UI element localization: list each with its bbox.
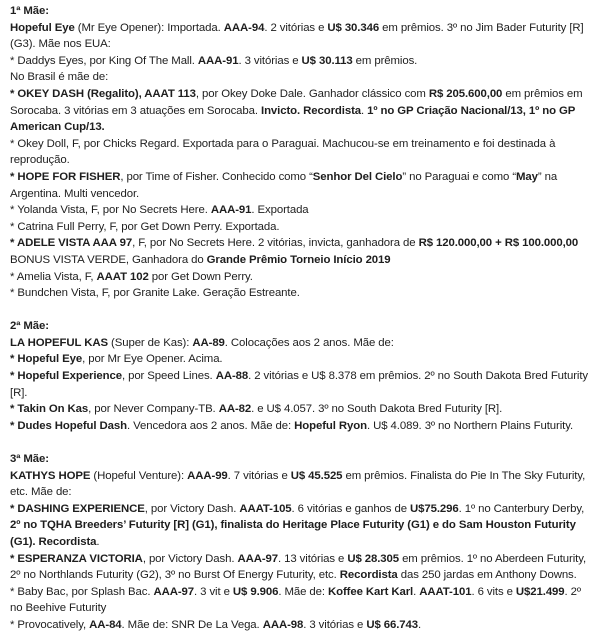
text-run: por Get Down Perry. xyxy=(148,270,253,283)
bold-text: U$ 66.743 xyxy=(366,618,418,631)
bold-text: 1º no GP Criação Nacional/13, 1º no GP American Cup/13. xyxy=(10,104,576,134)
text-run: das 250 jardas em Anthony Downs. xyxy=(397,569,577,582)
pedigree-entry xyxy=(10,53,590,70)
bold-text: AAA-94 xyxy=(223,21,265,34)
text-run: , por Never Company-TB. xyxy=(88,403,219,416)
bold-text: U$ 30.346 xyxy=(327,21,380,34)
bold-text: AAAT 102 xyxy=(96,270,149,283)
text-run: . xyxy=(361,104,368,117)
text-run: * Catrina Full Perry, F, por Get Down Perry. Exportada. xyxy=(10,220,280,233)
bold-text: KATHYS HOPE xyxy=(10,469,91,482)
text-run: em prêmios em Sorocaba. 3 vitórias em 3 atuações em Sorocaba. xyxy=(10,87,583,117)
pedigree-entry xyxy=(10,202,590,219)
bold-text: * DASHING EXPERIENCE xyxy=(10,502,145,515)
text-run: . Colocações aos 2 anos. Mãe de: xyxy=(224,336,394,349)
bold-text: AAAT-101 xyxy=(419,585,472,598)
bold-text: AAA-91 xyxy=(210,204,252,217)
pedigree-entry xyxy=(10,401,590,418)
text-run: , por Time of Fisher. Conhecido como “ xyxy=(120,170,313,183)
bold-text: AAAT-105 xyxy=(239,502,292,515)
pedigree-entry xyxy=(10,351,590,368)
bold-text: * HOPE FOR FISHER xyxy=(10,170,121,183)
text-run: * Provocatively, xyxy=(10,618,90,631)
bold-text: R$ 205.600,00 xyxy=(428,87,503,100)
section-title: 3ª Mãe: xyxy=(10,453,49,466)
pedigree-entry xyxy=(10,368,590,401)
bold-text: 2º no TQHA Breeders’ Futurity [R] (G1), finalista do Heritage Place Futurity (G1) e do Sam Houston Futurity (G1). Recordista xyxy=(10,519,576,548)
pedigree-entry xyxy=(10,584,590,617)
pedigree-entry xyxy=(10,617,590,634)
bold-text: U$ 9.906 xyxy=(232,585,279,598)
text-run: (Mr Eye Opener): Importada. xyxy=(74,21,224,34)
text-run: No Brasil é mãe de: xyxy=(10,71,109,84)
pedigree-entry xyxy=(10,69,590,86)
text-run: . Vencedora aos 2 anos. Mãe de: xyxy=(127,419,295,432)
text-run: . U$ 4.089. 3º no Northern Plains Futurity. xyxy=(367,419,574,432)
pedigree-entry xyxy=(10,86,590,136)
text-run: . 3 vitórias e xyxy=(303,618,367,631)
text-run: . 2 vitórias e U$ 8.378 em prêmios. 2º no South Dakota Bred Futurity [R]. xyxy=(10,370,588,399)
text-run: em prêmios. Finalista do Pie In The Sky Futurity, etc. Mãe de: xyxy=(10,469,586,499)
text-run: . 13 vitórias e xyxy=(278,552,348,565)
text-run: em prêmios. 1º no Aberdeen Futurity, 2º no Northlands Futurity (G2), 3º no Burst Of Energy Futurity, etc. xyxy=(10,552,587,582)
text-run: . 1º no Canterbury Derby, xyxy=(458,502,585,515)
bold-text: * ESPERANZA VICTORIA xyxy=(10,552,143,565)
pedigree-entry xyxy=(10,235,590,268)
text-run: , F, por No Secrets Here. 2 vitórias, invicta, ganhadora de xyxy=(132,237,419,250)
text-run: em prêmios. 3º no Jim Bader Futurity [R] (G3). Mãe nos EUA: xyxy=(10,21,584,51)
dam-section-2 xyxy=(10,318,590,434)
pedigree-entry xyxy=(10,551,590,584)
bold-text: U$75.296 xyxy=(410,502,459,515)
text-run: , por Victory Dash. xyxy=(142,552,238,565)
bold-text: * Hopeful Experience xyxy=(10,370,122,383)
bold-text: U$21.499 xyxy=(515,585,565,598)
bold-text: Koffee Kart Karl xyxy=(328,585,414,598)
text-run: . Exportada xyxy=(251,204,309,217)
text-run: (Super de Kas): xyxy=(107,336,193,349)
text-run: , por Speed Lines. xyxy=(121,370,216,383)
text-run: . 2º no Beehive Futurity xyxy=(10,585,581,615)
pedigree-entry xyxy=(10,269,590,286)
text-run: , por Victory Dash. xyxy=(144,502,240,515)
bold-text: U$ 45.525 xyxy=(290,469,343,482)
text-run: . Mãe de: SNR De La Vega. xyxy=(121,618,263,631)
text-run: * Daddys Eyes, por King Of The Mall. xyxy=(10,54,198,67)
bold-text: Hopeful Eye xyxy=(10,21,75,34)
bold-text: Grande Prêmio Torneio Início 2019 xyxy=(206,253,391,266)
bold-text: R$ 120.000,00 + R$ 100.000,00 xyxy=(418,237,579,250)
bold-text: * Takin On Kas xyxy=(10,403,89,416)
text-run: (Hopeful Venture): xyxy=(90,469,188,482)
text-run: . Mãe de: xyxy=(278,585,328,598)
bold-text: AA-88 xyxy=(215,370,249,383)
text-run: ” na Argentina. Multi vencedor. xyxy=(10,170,558,200)
text-run: , por Mr Eye Opener. Acima. xyxy=(82,353,223,366)
text-run: * Baby Bac, por Splash Bac. xyxy=(10,585,154,598)
pedigree-entry xyxy=(10,335,590,352)
text-run: * Bundchen Vista, F, por Granite Lake. Geração Estreante. xyxy=(10,287,300,300)
bold-text: AAA-97 xyxy=(237,552,279,565)
bold-text: Hopeful Ryon xyxy=(294,419,367,432)
text-run: * Yolanda Vista, F, por No Secrets Here. xyxy=(10,204,211,217)
dam-section-3 xyxy=(10,451,590,634)
bold-text: Recordista xyxy=(339,569,398,582)
bold-text: Senhor Del Cielo xyxy=(312,170,403,183)
section-title: 2ª Mãe: xyxy=(10,320,49,333)
text-run: . 3 vitórias e xyxy=(238,54,302,67)
bold-text: AAA-97 xyxy=(153,585,195,598)
text-run: . xyxy=(417,618,422,631)
bold-text: U$ 28.305 xyxy=(347,552,399,565)
pedigree-entry xyxy=(10,219,590,236)
bold-text: AA-89 xyxy=(192,336,225,349)
bold-text: * OKEY DASH (Regalito), AAAT 113 xyxy=(10,87,196,100)
pedigree-entry xyxy=(10,501,590,551)
text-run: ” no Paraguai e como “ xyxy=(402,170,517,183)
bold-text: * Dudes Hopeful Dash xyxy=(10,419,127,432)
bold-text: * ADELE VISTA AAA 97 xyxy=(10,237,133,250)
text-run: . 6 vitórias e ganhos de xyxy=(291,502,410,515)
bold-text: AA-82 xyxy=(218,403,252,416)
bold-text: May xyxy=(516,170,538,183)
text-run: . 7 vitórias e xyxy=(227,469,291,482)
text-run: . e U$ 4.057. 3º no South Dakota Bred Futurity [R]. xyxy=(251,403,503,416)
text-run: * Okey Doll, F, por Chicks Regard. Exportada para o Paraguai. Machucou-se em treinamento e foi destinada à reprodução. xyxy=(10,137,556,167)
bold-text: * Hopeful Eye xyxy=(10,353,83,366)
bold-text: AAA-98 xyxy=(262,618,304,631)
text-run: * Amelia Vista, F, xyxy=(10,270,97,283)
section-title: 1ª Mãe: xyxy=(10,5,49,17)
pedigree-entry xyxy=(10,136,590,169)
text-run: , por Okey Doke Dale. Ganhador clássico com xyxy=(195,87,429,100)
bold-text: AAA-91 xyxy=(197,54,239,67)
bold-text: U$ 30.113 xyxy=(301,54,353,67)
bold-text: Invicto. Recordista xyxy=(261,104,362,117)
bold-text: AAA-99 xyxy=(187,469,228,482)
pedigree-entry xyxy=(10,169,590,202)
text-run: . xyxy=(96,536,100,548)
bold-text: AA-84 xyxy=(89,618,122,631)
dam-section-1 xyxy=(10,3,590,302)
text-run: . 6 vits e xyxy=(471,585,516,598)
text-run: . 2 vitórias e xyxy=(264,21,328,34)
pedigree-entry xyxy=(10,285,590,302)
bold-text: LA HOPEFUL KAS xyxy=(10,336,108,349)
text-run: . 3 vit e xyxy=(194,585,233,598)
pedigree-entry xyxy=(10,468,590,501)
text-run: BONUS VISTA VERDE, Ganhadora do xyxy=(10,253,207,266)
text-run: . xyxy=(413,585,420,598)
pedigree-entry xyxy=(10,20,590,53)
pedigree-entry xyxy=(10,418,590,435)
text-run: em prêmios. xyxy=(352,54,418,67)
